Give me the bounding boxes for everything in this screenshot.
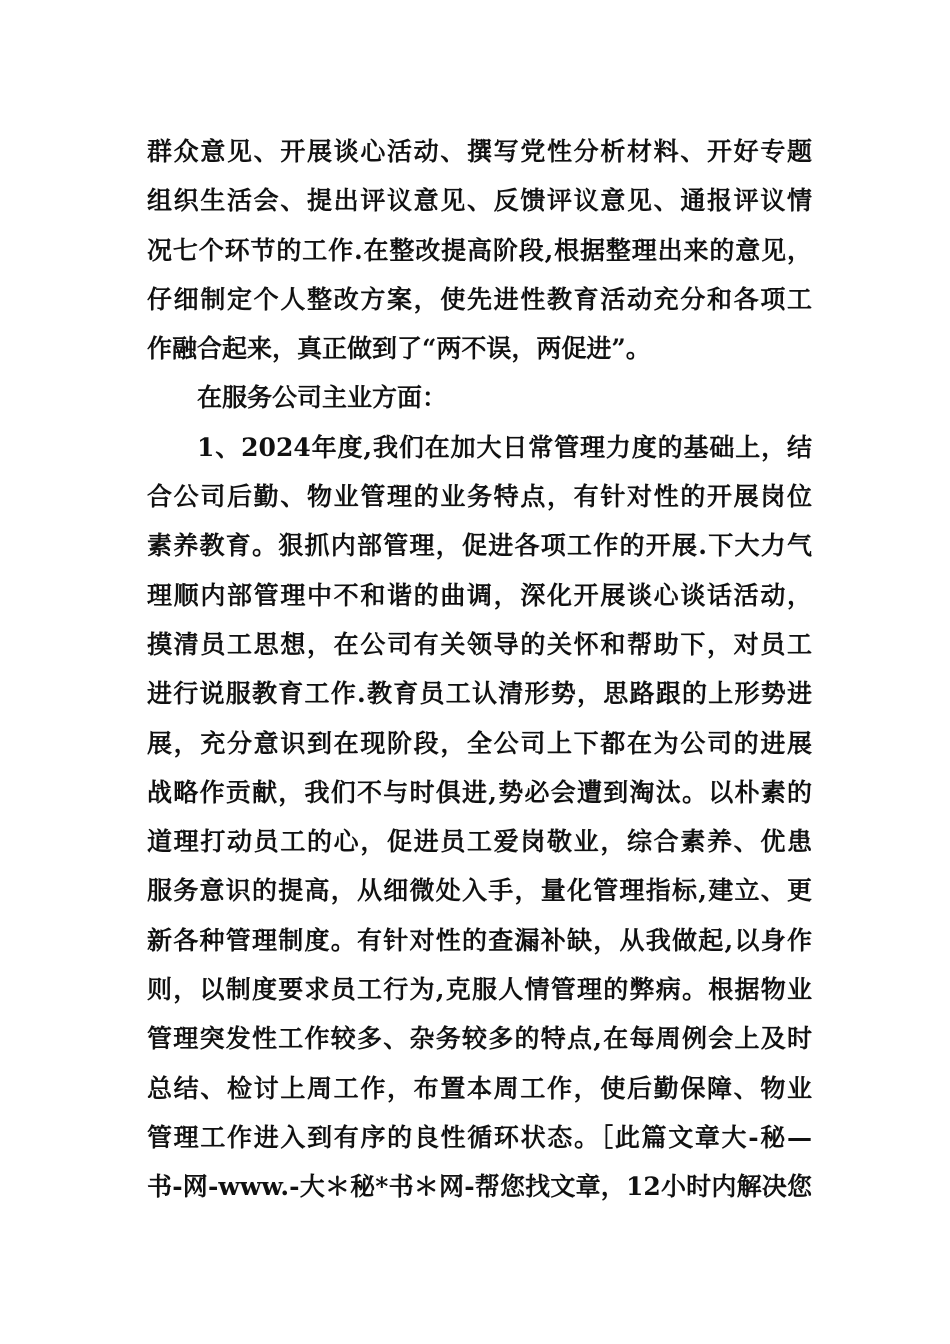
text-line-18: 则，以制度要求员工行为,克服人情管理的弊病。根据物业 [147, 975, 812, 1005]
text-line-12: 进行说服教育工作.教育员工认清形势，思路跟的上形势进 [147, 679, 812, 709]
text-line-5: 作融合起来，真正做到了“两不误，两促进”。 [147, 334, 651, 364]
body-text [147, 127, 812, 1212]
text-line-2: 组织生活会、提出评议意见、反馈评议意见、通报评议情 [147, 186, 812, 216]
text-line-22: 书-网-www.-大＊秘*书＊网-帮您找文章，12小时内解决您 [147, 1172, 812, 1202]
text-line-4: 仔细制定个人整改方案，使先进性教育活动充分和各项工 [147, 284, 812, 314]
section-heading: 在服务公司主业方面： [197, 383, 448, 413]
text-line-15: 道理打动员工的心，促进员工爱岗敬业，综合素养、优患 [147, 827, 812, 857]
text-line-17: 新各种管理制度。有针对性的查漏补缺，从我做起,以身作 [147, 925, 812, 955]
text-line-13: 展，充分意识到在现阶段，全公司上下都在为公司的进展 [147, 728, 812, 758]
text-line-11: 摸清员工思想，在公司有关领导的关怀和帮助下，对员工 [147, 629, 812, 659]
text-line-9: 素养教育。狠抓内部管理，促进各项工作的开展.下大力气 [147, 531, 812, 561]
text-line-19: 管理突发性工作较多、杂务较多的特点,在每周例会上及时 [147, 1024, 812, 1054]
text-line-3: 况七个环节的工作.在整改提高阶段,根据整理出来的意见， [147, 235, 812, 265]
text-line-10: 理顺内部管理中不和谐的曲调，深化开展谈心谈话活动， [147, 580, 812, 610]
text-line-20: 总结、检讨上周工作，布置本周工作，使后勤保障、物业 [147, 1073, 812, 1103]
text-line-21: 管理工作进入到有序的良性循环状态。［此篇文章大-秘— [147, 1122, 812, 1152]
text-line-1: 群众意见、开展谈心活动、撰写党性分析材料、开好专题 [147, 137, 812, 166]
text-line-14: 战略作贡献，我们不与时俱进,势必会遭到淘汰。以朴素的 [147, 777, 812, 807]
text-line-7: 1、2024年度,我们在加大日常管理力度的基础上，结 [197, 432, 812, 462]
text-line-16: 服务意识的提高，从细微处入手，量化管理指标,建立、更 [147, 876, 812, 906]
text-line-8: 合公司后勤、物业管理的业务特点，有针对性的开展岗位 [147, 482, 812, 512]
